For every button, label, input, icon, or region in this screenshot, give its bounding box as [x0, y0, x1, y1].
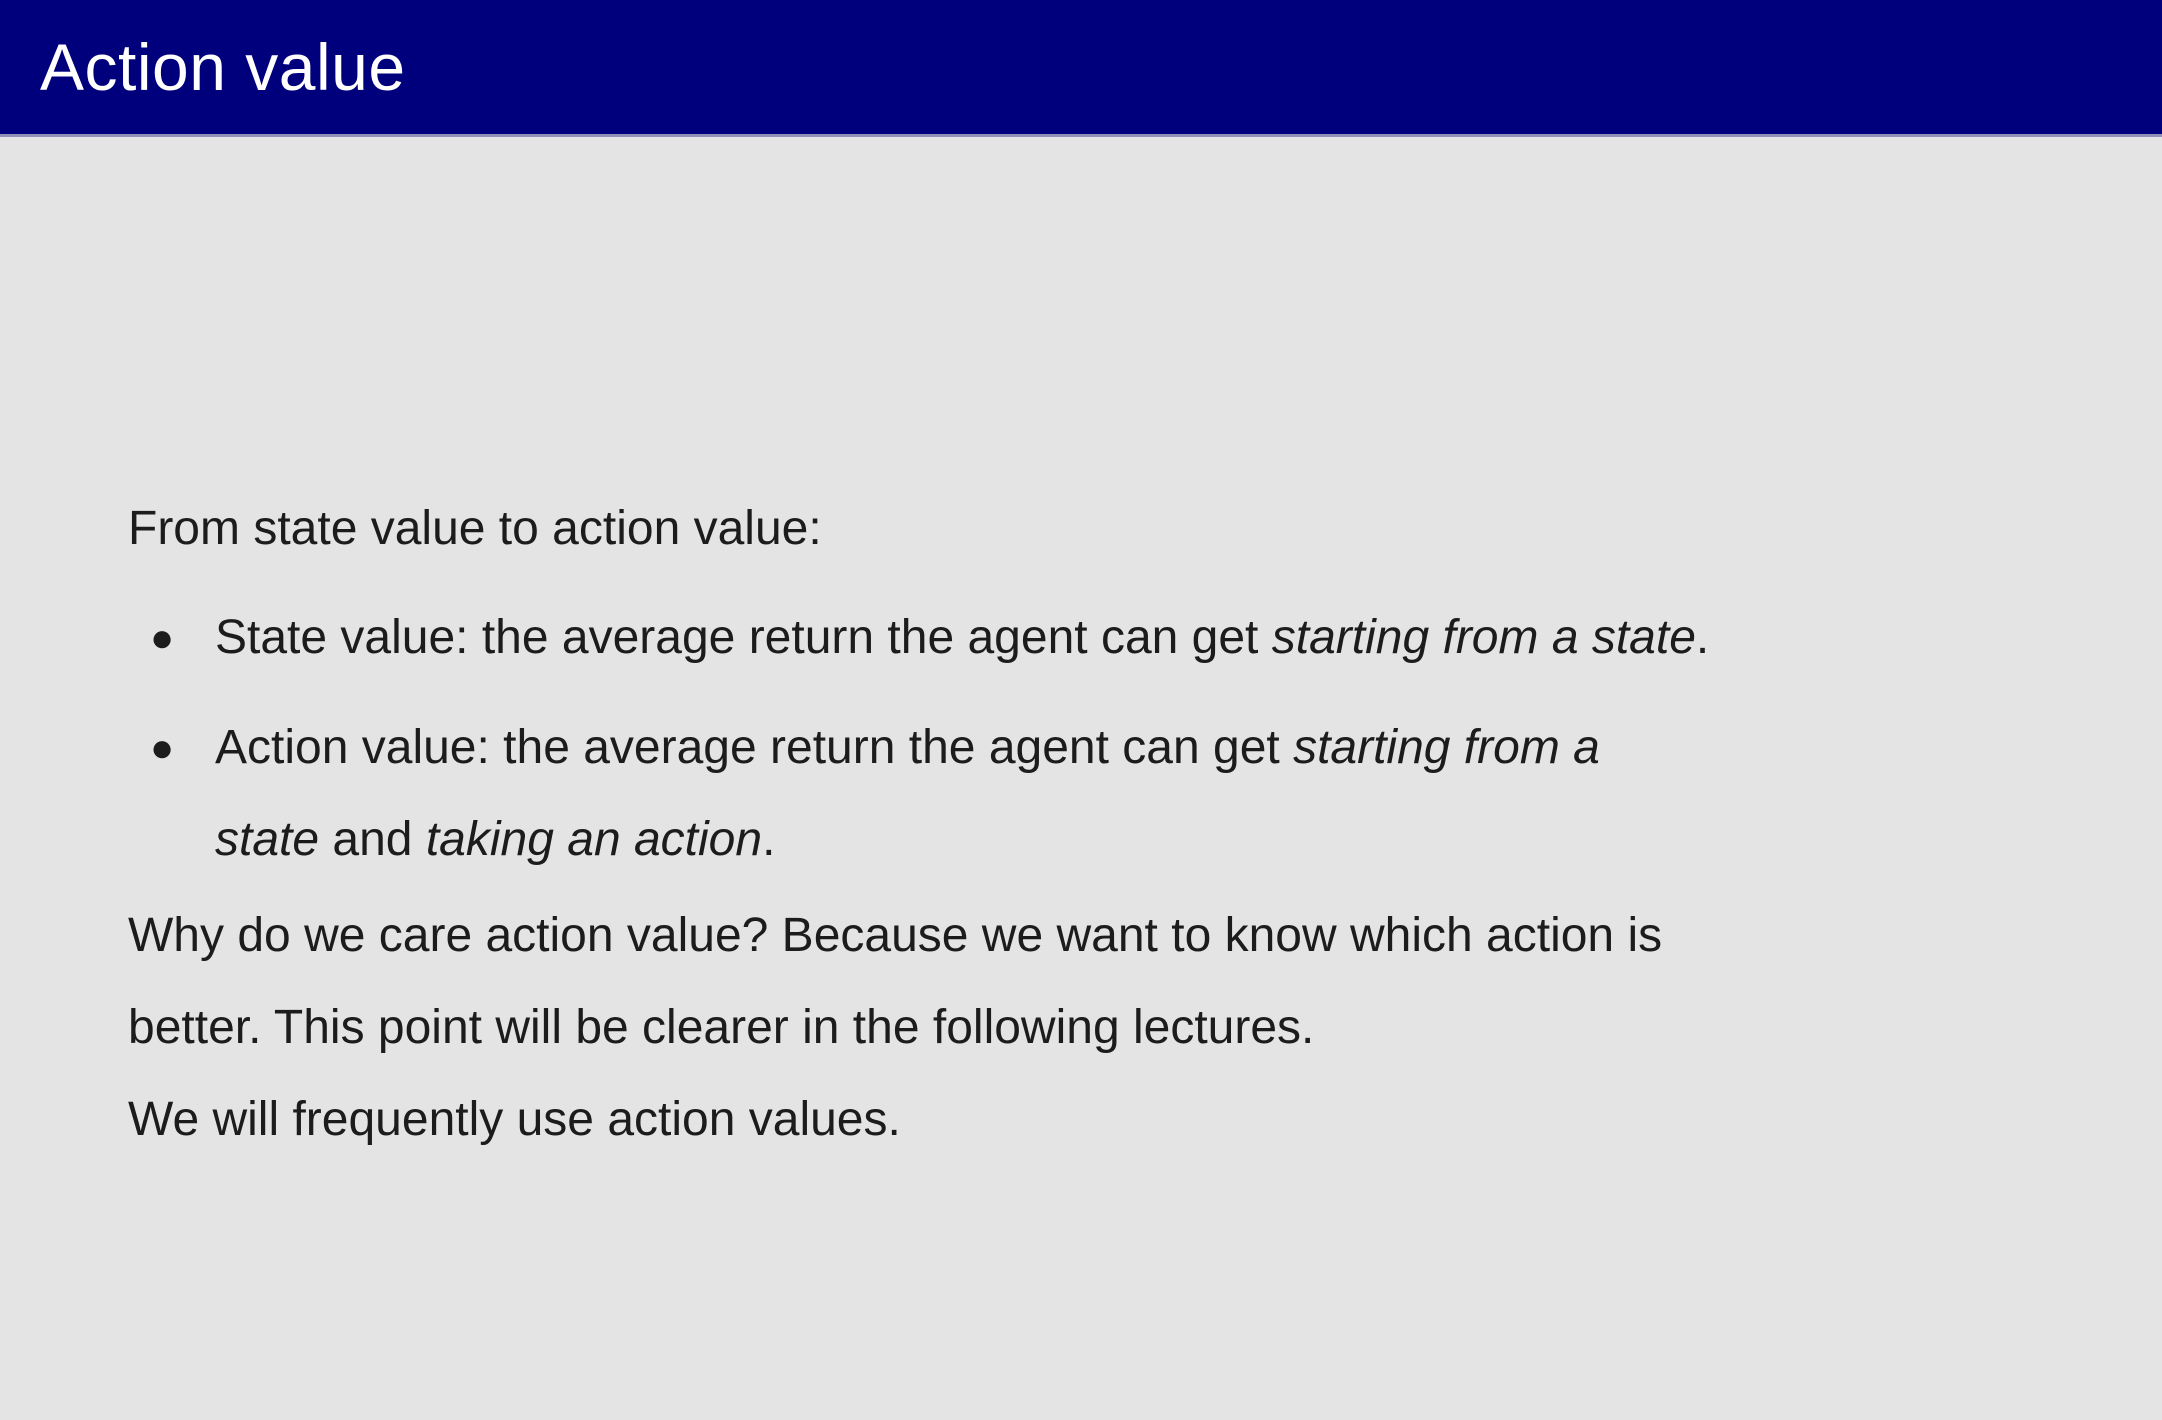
- bullet-segment: .: [1695, 611, 1710, 664]
- bullet-list: [128, 592, 2082, 886]
- bullet-item: [128, 592, 2082, 684]
- slide-title: Action value: [40, 30, 406, 104]
- bullet-icon: ●: [150, 616, 175, 660]
- paragraph-line: Why do we care action value? Because we want to know which action is: [128, 909, 1663, 962]
- title-bar: [0, 0, 2162, 137]
- bullet-segment: .: [762, 813, 776, 866]
- paragraph: [128, 1074, 2082, 1166]
- bullet-segment-italic: starting from a: [1293, 721, 1600, 774]
- bullet-segment-italic: taking an action: [425, 813, 763, 866]
- bullet-text: [215, 592, 2082, 684]
- paragraph-line: We will frequently use action values.: [128, 1093, 901, 1146]
- paragraph-line: better. This point will be clearer in the following lectures.: [128, 1001, 1315, 1054]
- bullet-item: [128, 702, 2082, 886]
- bullet-line: [215, 794, 2082, 886]
- bullet-icon: ●: [150, 726, 175, 770]
- bullet-segment: Action value: the average return the agent can get: [215, 721, 1294, 774]
- bullet-line: [215, 702, 2082, 794]
- bullet-segment-italic: state: [215, 813, 320, 866]
- bullet-segment: State value: the average return the agent can get: [215, 611, 1272, 664]
- bullet-segment: and: [319, 813, 426, 866]
- bullet-segment-italic: starting from a state: [1271, 611, 1696, 664]
- paragraph: [128, 890, 2082, 1074]
- bullet-text: [215, 702, 2082, 886]
- intro-text: From state value to action value:: [128, 502, 822, 555]
- bullet-line: [215, 592, 2082, 684]
- slide-body: [0, 137, 2162, 1166]
